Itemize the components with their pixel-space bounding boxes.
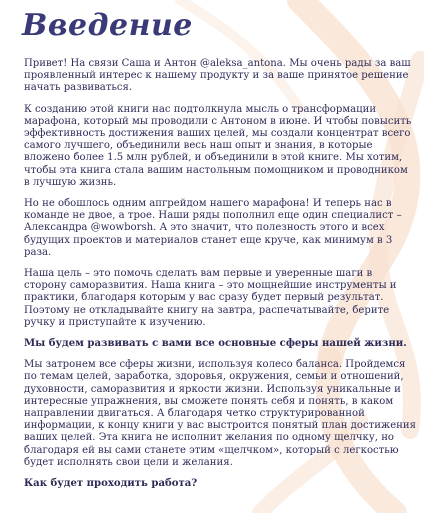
- balance-wheel-paragraph: Мы затронем все сферы жизни, используя колесо баланса. Пройдемся по темам целей, заработка, здоровья, окружения, семьи и отношений, духовности, саморазвития и яркости жизни. Используя уникальные и интересные упражнения, вы сможете понять себя и понять, в каком направлении двигаться. А благодаря четко структурированной информации, к концу книги у вас выстроится понятый план достижения ваших целей. Эта книга не исполнит желания по одному щелчку, но благодаря ей вы сами станете этим «щелчком», который с легкостью будет исполнять свои цели и желания.: [24, 359, 417, 468]
- goal-paragraph: Наша цель – это помочь сделать вам первые и уверенные шаги в сторону саморазвития. Наша книга – это мощнейшие инструменты и практики, благодаря которым у вас сразу будет первый результат. Поэтому не откладывайте книгу на завтра, распечатывайте, берите ручку и приступайте к изучению.: [24, 268, 397, 328]
- book-origin-paragraph: К созданию этой книги нас подтолкнула мысль о трансформации марафона, который мы проводили с Антоном в июне. И чтобы повысить эффективность достижения ваших целей, мы создали концентрат всего самого лучшего, объединили весь наш опыт и знания, в которые вложено более 1.5 млн рублей, и объединили в этой книге. Мы хотим, чтобы эта книга стала вашим настольным помощником и проводником в лучшую жизнь.: [24, 103, 412, 188]
- spheres-heading: Мы будем развивать с вами все основные сферы нашей жизни.: [24, 338, 407, 350]
- intro-paragraph: Привет! На связи Саша и Антон @aleksa_antona. Мы очень рады за ваш проявленный интерес к нашему продукту и за ваше принятое решение начать развиваться.: [24, 58, 411, 94]
- document-body: [24, 58, 416, 499]
- page-title: Введение: [22, 8, 193, 43]
- team-paragraph: Но не обошлось одним апгрейдом нашего марафона! И теперь нас в команде не двое, а трое. Наши ряды пополнил еще один специалист – Александра @wowborsh. А это значит, что полезность этого и всех будущих проектов и материалов станет еще круче, как минимум в 3 раза.: [24, 198, 402, 258]
- work-process-heading: Как будет проходить работа?: [24, 478, 198, 490]
